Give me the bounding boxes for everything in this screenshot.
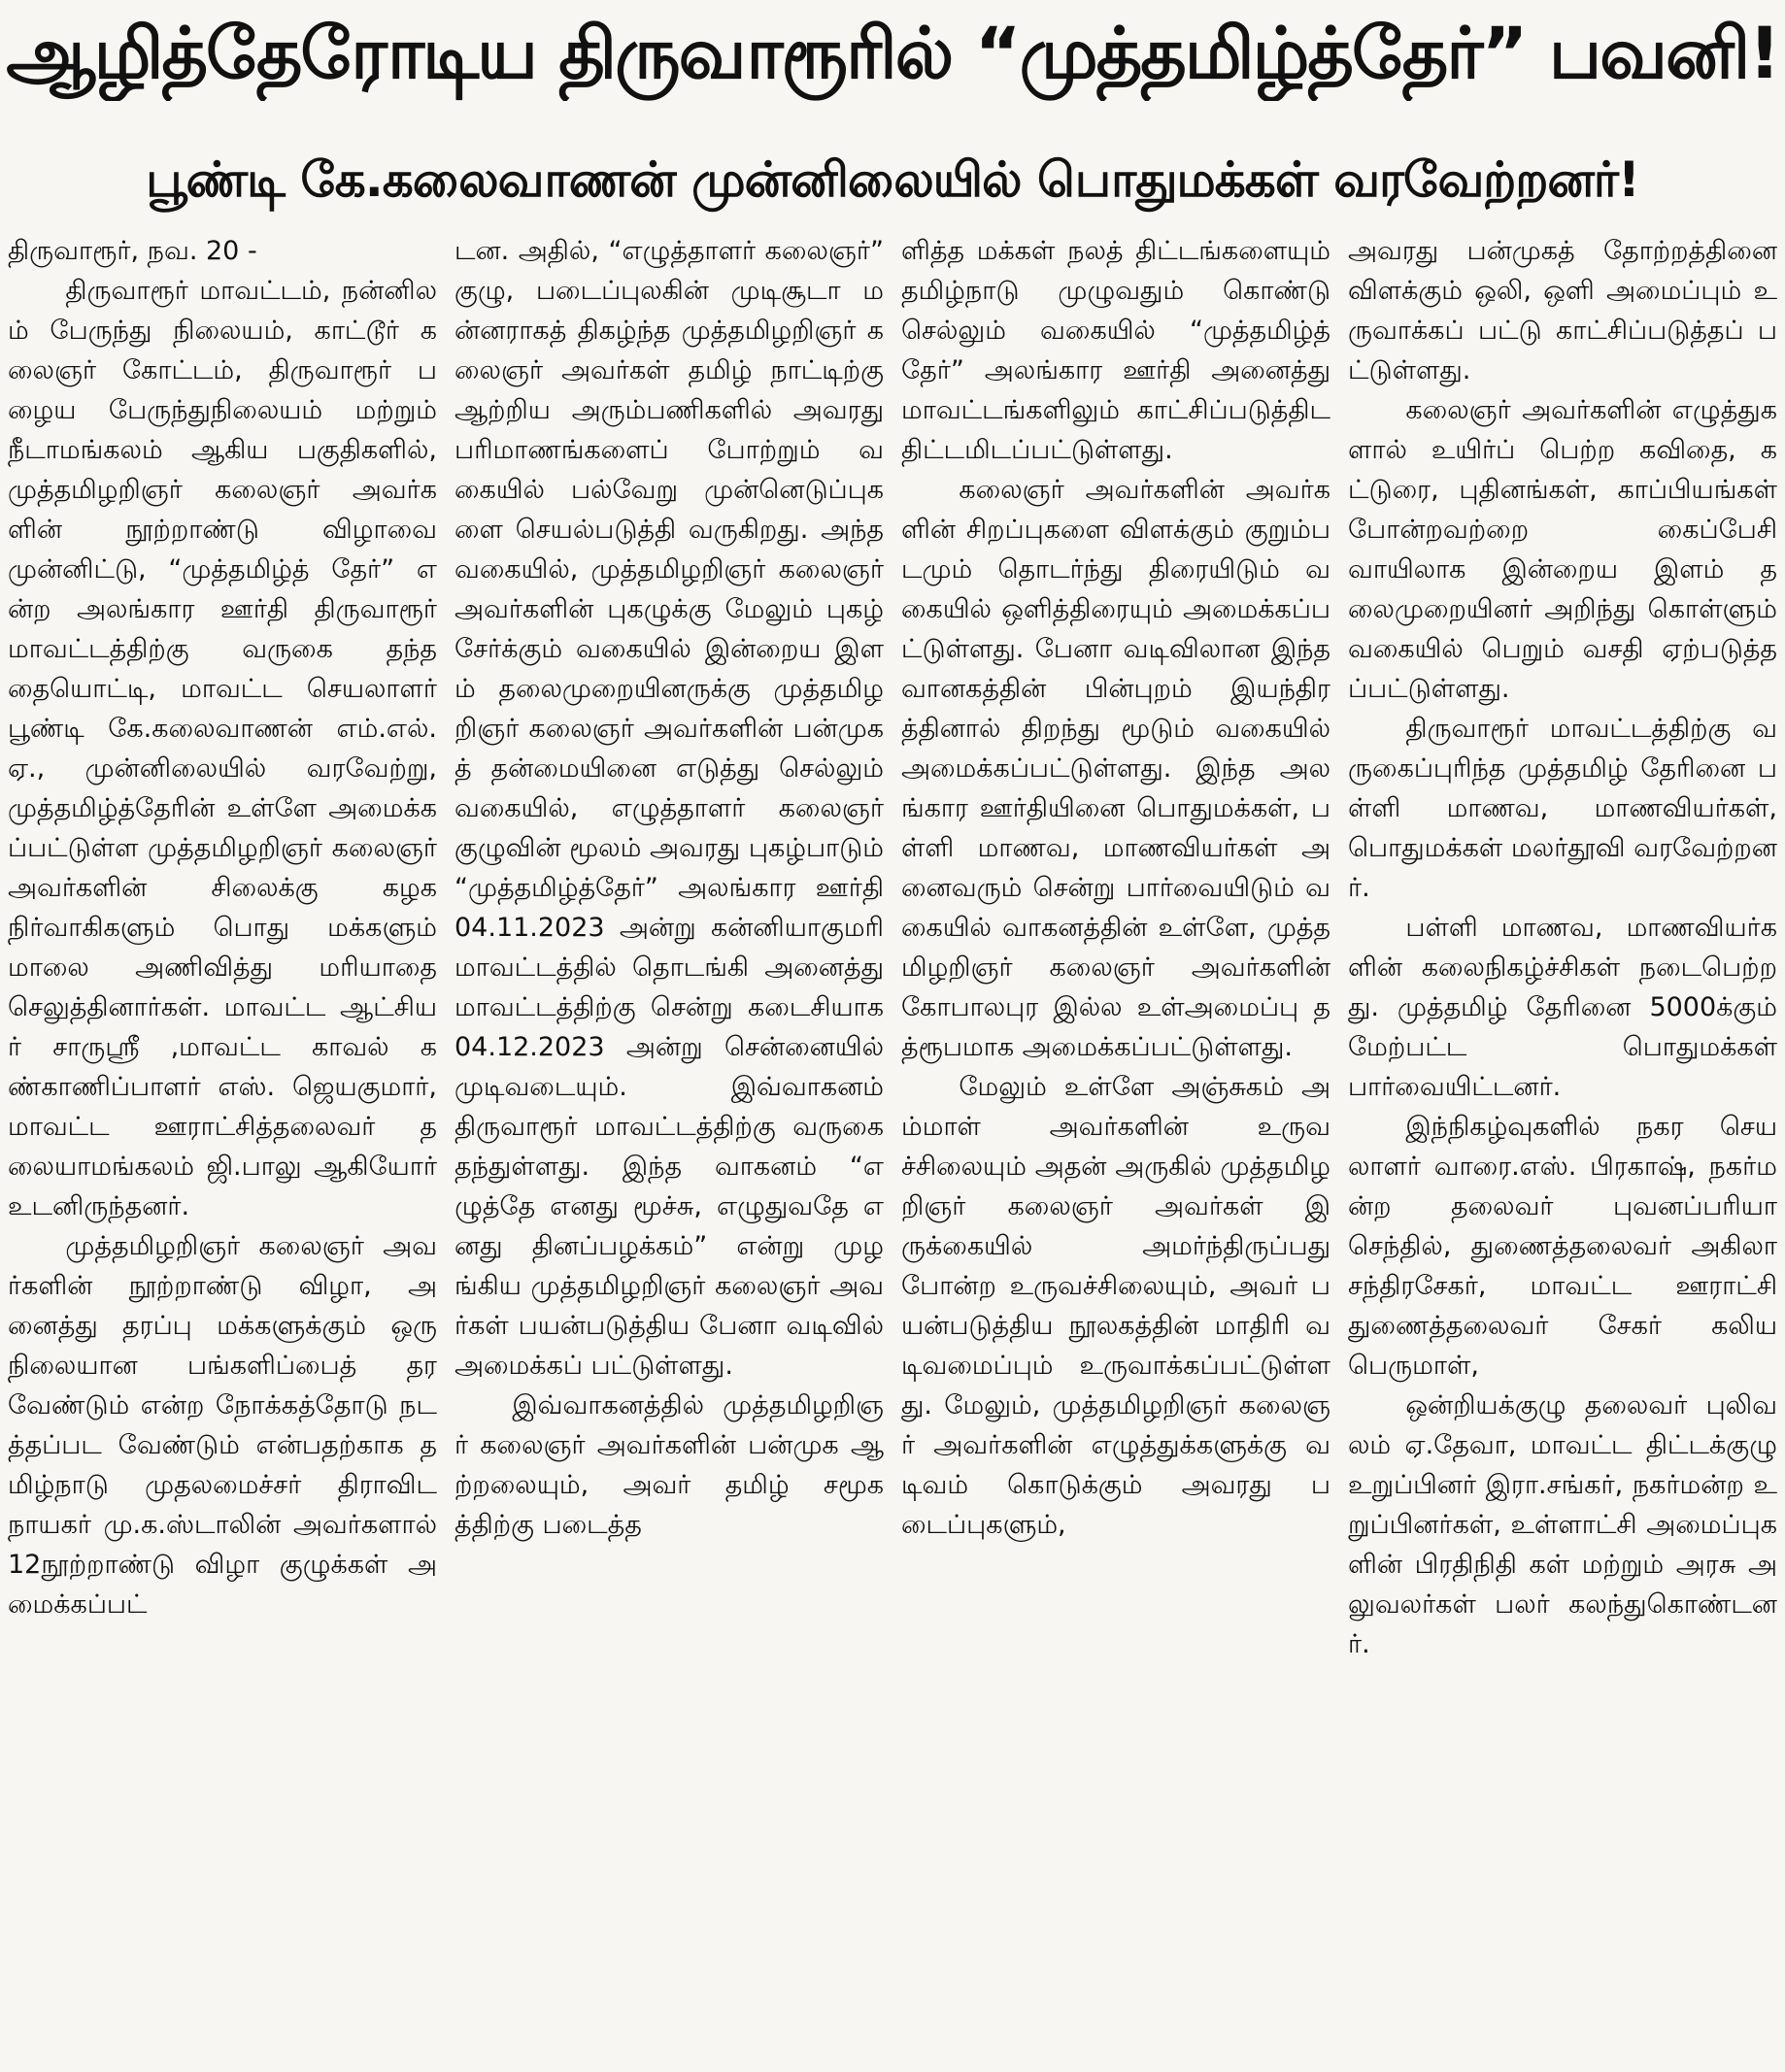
article-column-4 (1348, 231, 1777, 2066)
article-paragraph: திருவாரூர் மாவட்டத்திற்கு வருகைப்புரிந்த முத்தமிழ் தேரினை பள்ளி மாணவ, மாணவியர்கள், பொதுமக்கள் மலர்தூவி வரவேற்றனர். (1348, 714, 1777, 903)
article-paragraph: ஒன்றியக்குழு தலைவர் புலிவலம் ஏ.தேவா, மாவட்ட திட்டக்குழு உறுப்பினர் இரா.சங்கர், நகர்மன்ற உறுப்பினர்கள், உள்ளாட்சி அமைப்புகளின் பிரதிநிதி கள் மற்றும் அரசு அலுவலர்கள் பலர் கலந்துகொண்டனர். (1348, 1390, 1777, 1659)
article-paragraph: இந்நிகழ்வுகளில் நகர செயலாளர் வாரை.எஸ். பிரகாஷ், நகர்மன்ற தலைவர் புவனப்பரியா செந்தில், துணைத்தலைவர் அகிலா சந்திரசேகர், மாவட்ட ஊராட்சி துணைத்தலைவர் சேகர் கலியபெருமாள், (1348, 1112, 1777, 1381)
article-paragraph: டன. அதில், “எழுத்தாளர் கலைஞர்” குழு, படைப்புலகின் முடிசூடா மன்னராகத் திகழ்ந்த முத்தமிழறிஞர் கலைஞர் அவர்கள் தமிழ் நாட்டிற்கு ஆற்றிய அரும்பணிகளில் அவரது பரிமாணங்களைப் போற்றும் வகையில் பல்வேறு முன்னெடுப்புகளை செயல்படுத்தி வருகிறது. அந்தவகையில், முத்தமிழறிஞர் கலைஞர் அவர்களின் புகழுக்கு மேலும் புகழ் சேர்க்கும் வகையில் இன்றைய இளம் தலைமுறையினருக்கு முத்தமிழறிஞர் கலைஞர் அவர்களின் பன்முகத் தன்மையினை எடுத்து செல்லும் வகையில், எழுத்தாளர் கலைஞர் குழுவின் மூலம் அவரது புகழ்பாடும் “முத்தமிழ்த்தேர்” அலங்கார ஊர்தி 04.11.2023 அன்று கன்னியாகுமரி மாவட்டத்தில் தொடங்கி அனைத்து மாவட்டத்திற்கு சென்று கடைசியாக 04.12.2023 அன்று சென்னையில் முடிவடையும். இவ்வாகனம் திருவாரூர் மாவட்டத்திற்கு வருகை தந்துள்ளது. இந்த வாகனம் “எழுத்தே எனது மூச்சு, எழுதுவதே எனது தினப்பழக்கம்” என்று முழங்கிய முத்தமிழறிஞர் கலைஞர் அவர்கள் பயன்படுத்திய பேனா வடிவில் அமைக்கப் பட்டுள்ளது. (455, 236, 884, 1381)
article-paragraph: திருவாரூர் மாவட்டம், நன்னிலம் பேருந்து நிலையம், காட்டூர் கலைஞர் கோட்டம், திருவாரூர் பழைய பேருந்துநிலையம் மற்றும் நீடாமங்கலம் ஆகிய பகுதிகளில், முத்தமிழறிஞர் கலைஞர் அவர்களின் நூற்றாண்டு விழாவை முன்னிட்டு, “முத்தமிழ்த் தேர்” என்ற அலங்கார ஊர்தி திருவாரூர் மாவட்டத்திற்கு வருகை தந்ததையொட்டி, மாவட்ட செயலாளர் பூண்டி கே.கலைவாணன் எம்.எல்.ஏ., முன்னிலையில் வரவேற்று, முத்தமிழ்த்தேரின் உள்ளே அமைக்கப்பட்டுள்ள முத்தமிழறிஞர் கலைஞர் அவர்களின் சிலைக்கு கழக நிர்வாகிகளும் பொது மக்களும் மாலை அணிவித்து மரியாதை செலுத்தினார்கள். மாவட்ட ஆட்சியர் சாருஸ்ரீ ,மாவட்ட காவல் கண்காணிப்பாளர் எஸ். ஜெயகுமார், மாவட்ட ஊராட்சித்தலைவர் தலையாமங்கலம் ஜி.பாலு ஆகியோர் உடனிருந்தனர். (8, 276, 437, 1221)
article-column-1 (8, 231, 437, 2066)
headline: ஆழித்தேரோடிய திருவாரூரில் “முத்தமிழ்த்தேர்” பவனி! (6, 13, 1779, 95)
subheadline: பூண்டி கே.கலைவாணன் முன்னிலையில் பொதுமக்கள் வரவேற்றனர்! (146, 151, 1639, 208)
article-column-3 (901, 231, 1330, 2066)
article-column-2 (455, 231, 884, 2066)
article-paragraph: ளித்த மக்கள் நலத் திட்டங்களையும் தமிழ்நாடு முழுவதும் கொண்டு செல்லும் வகையில் “முத்தமிழ்த் தேர்” அலங்கார ஊர்தி அனைத்து மாவட்டங்களிலும் காட்சிப்படுத்திட திட்டமிடப்பட்டுள்ளது. (901, 236, 1330, 465)
article-body (8, 231, 1777, 2066)
article-paragraph: பள்ளி மாணவ, மாணவியர்களின் கலைநிகழ்ச்சிகள் நடைபெற்றது. முத்தமிழ் தேரினை 5000க்கும் மேற்பட்ட பொதுமக்கள் பார்வையிட்டனர். (1348, 913, 1777, 1102)
article-paragraph: கலைஞர் அவர்களின் அவர்களின் சிறப்புகளை விளக்கும் குறும்படமும் தொடர்ந்து திரையிடும் வகையில் ஒளித்திரையும் அமைக்கப்பட்டுள்ளது. பேனா வடிவிலான இந்த வானகத்தின் பின்புறம் இயந்திரத்தினால் திறந்து மூடும் வகையில் அமைக்கப்பட்டுள்ளது. இந்த அலங்கார ஊர்தியினை பொதுமக்கள், பள்ளி மாணவ, மாணவியர்கள் அனைவரும் சென்று பார்வையிடும் வகையில் வாகனத்தின் உள்ளே, முத்தமிழறிஞர் கலைஞர் அவர்களின் கோபாலபுர இல்ல உள்அமைப்பு தத்ரூபமாக அமைக்கப்பட்டுள்ளது. (901, 475, 1330, 1062)
dateline: திருவாரூர், நவ. 20 - (8, 236, 257, 266)
article-paragraph: இவ்வாகனத்தில் முத்தமிழறிஞர் கலைஞர் அவர்களின் பன்முக ஆற்றலையும், அவர் தமிழ் சமூகத்திற்கு படைத்த (455, 1390, 884, 1540)
article-paragraph: கலைஞர் அவர்களின் எழுத்துகளால் உயிர்ப் பெற்ற கவிதை, கட்டுரை, புதினங்கள், காப்பியங்கள் போன்றவற்றை கைப்பேசி வாயிலாக இன்றைய இளம் தலைமுறையினர் அறிந்து கொள்ளும் வகையில் பெறும் வசதி ஏற்படுத்தப்பட்டுள்ளது. (1348, 395, 1777, 704)
article-paragraph: அவரது பன்முகத் தோற்றத்தினை விளக்கும் ஒலி, ஒளி அமைப்பும் உருவாக்கப் பட்டு காட்சிப்படுத்தப் பட்டுள்ளது. (1348, 236, 1777, 385)
article-paragraph: முத்தமிழறிஞர் கலைஞர் அவர்களின் நூற்றாண்டு விழா, அனைத்து தரப்பு மக்களுக்கும் ஒரு நிலையான பங்களிப்பைத் தரவேண்டும் என்ற நோக்கத்தோடு நடத்தப்பட வேண்டும் என்பதற்காக தமிழ்நாடு முதலமைச்சர் திராவிட நாயகர் மு.க.ஸ்டாலின் அவர்களால் 12நூற்றாண்டு விழா குழுக்கள் அமைக்கப்பட் (8, 1231, 437, 1620)
article-paragraph: மேலும் உள்ளே அஞ்சுகம் அம்மாள் அவர்களின் உருவச்சிலையும் அதன் அருகில் முத்தமிழறிஞர் கலைஞர் அவர்கள் இருக்கையில் அமர்ந்திருப்பது போன்ற உருவச்சிலையும், அவர் பயன்படுத்திய நூலகத்தின் மாதிரி வடிவமைப்பும் உருவாக்கப்பட்டுள்ளது. மேலும், முத்தமிழறிஞர் கலைஞர் அவர்களின் எழுத்துக்களுக்கு வடிவம் கொடுக்கும் அவரது படைப்புகளும், (901, 1072, 1330, 1540)
